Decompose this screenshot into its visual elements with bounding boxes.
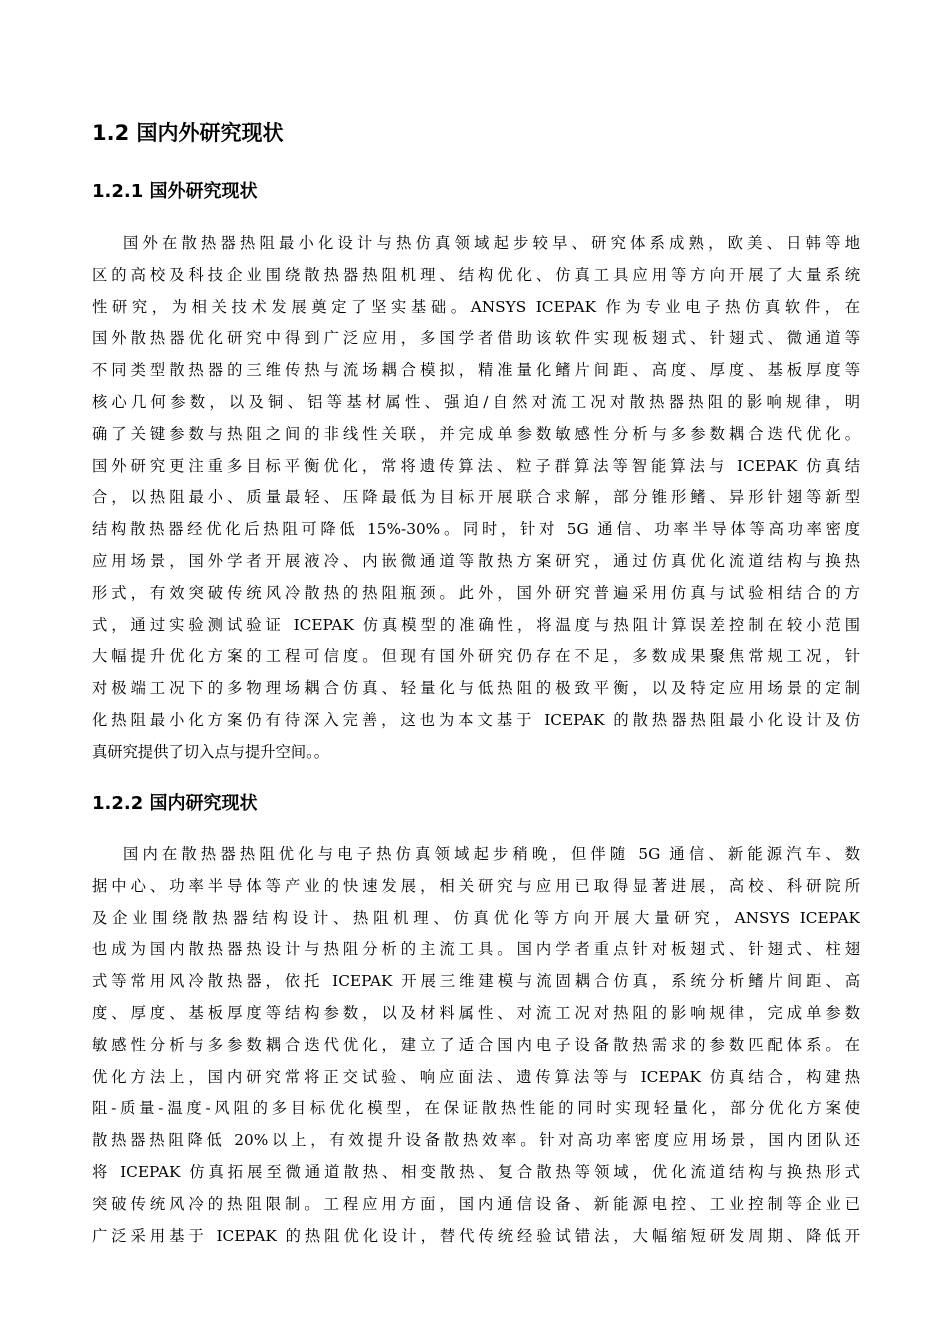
paragraph-line: 优化方法上，国内研究常将正交试验、响应面法、遗传算法等与 ICEPAK 仿真结合，构建热 — [92, 1067, 860, 1086]
paragraph-line: 不同类型散热器的三维传热与流场耦合模拟，精准量化鳍片间距、高度、厚度、基板厚度等 — [92, 361, 860, 380]
paragraph-line: 广泛采用基于 ICEPAK 的热阻优化设计，替代传统经验试错法，大幅缩短研发周期、降低开 — [92, 1226, 860, 1245]
paragraph-line: 阻-质量-温度-风阻的多目标优化模型，在保证散热性能的同时实现轻量化，部分优化方案使 — [92, 1099, 860, 1118]
paragraph-line: 结构散热器经优化后热阻可降低 15%-30%。同时，针对 5G 通信、功率半导体等高功率密度 — [92, 520, 860, 539]
paragraph-line: 国外在散热器热阻最小化设计与热仿真领域起步较早、研究体系成熟，欧美、日韩等地 — [123, 234, 860, 252]
paragraph-line: 大幅提升优化方案的工程可信度。但现有国外研究仍存在不足，多数成果聚焦常规工况，针 — [92, 647, 860, 666]
paragraph-line: 应用场景，国外学者开展液冷、内嵌微通道等散热方案研究，通过仿真优化流道结构与换热 — [92, 551, 860, 570]
paragraph-line: 式等常用风冷散热器，依托 ICEPAK 开展三维建模与流固耦合仿真，系统分析鳍片间距、高 — [92, 972, 860, 991]
paragraph-line: 性研究，为相关技术发展奠定了坚实基础。ANSYS ICEPAK 作为专业电子热仿真软件，在 — [92, 297, 860, 316]
paragraph-line: 真研究提供了切入点与提升空间。。 — [92, 742, 330, 761]
paragraph-line: 区的高校及科技企业围绕散热器热阻机理、结构优化、仿真工具应用等方向开展了大量系统 — [92, 265, 860, 284]
paragraph-line: 敏感性分析与多参数耦合迭代优化，建立了适合国内电子设备散热需求的参数匹配体系。在 — [92, 1035, 860, 1054]
paragraph-line: 突破传统风冷的热阻限制。工程应用方面，国内通信设备、新能源电控、工业控制等企业已 — [92, 1194, 860, 1213]
paragraph-line: 散热器热阻降低 20%以上，有效提升设备散热效率。针对高功率密度应用场景，国内团队还 — [92, 1131, 860, 1150]
paragraph-line: 据中心、功率半导体等产业的快速发展，相关研究与应用已取得显著进展，高校、科研院所 — [92, 876, 860, 895]
paragraph-line: 及企业围绕散热器结构设计、热阻机理、仿真优化等方向开展大量研究，ANSYS ICEPAK — [92, 908, 860, 927]
section-heading: 1.2 国内外研究现状 — [92, 121, 284, 145]
paragraph-line: 合，以热阻最小、质量最轻、压降最低为目标开展联合求解，部分锥形鳍、异形针翅等新型 — [92, 488, 860, 507]
paragraph-line: 将 ICEPAK 仿真拓展至微通道散热、相变散热、复合散热等领域，优化流道结构与换热形式 — [92, 1162, 860, 1181]
paragraph-line: 国内在散热器热阻优化与电子热仿真领域起步稍晚，但伴随 5G 通信、新能源汽车、数 — [123, 845, 860, 863]
paragraph-line: 也成为国内散热器热设计与热阻分析的主流工具。国内学者重点针对板翅式、针翅式、柱翅 — [92, 940, 860, 959]
paragraph-line: 式，通过实验测试验证 ICEPAK 仿真模型的准确性，将温度与热阻计算误差控制在较小范围 — [92, 615, 860, 634]
paragraph-domestic — [92, 839, 860, 1252]
paragraph-line: 对极端工况下的多物理场耦合仿真、轻量化与低热阻的极致平衡，以及特定应用场景的定制 — [92, 679, 860, 698]
subsection-heading-domestic: 1.2.2 国内研究现状 — [92, 793, 258, 814]
paragraph-line: 核心几何参数，以及铜、铝等基材属性、强迫/自然对流工况对散热器热阻的影响规律，明 — [92, 392, 860, 411]
paragraph-line: 国外研究更注重多目标平衡优化，常将遗传算法、粒子群算法等智能算法与 ICEPAK 仿真结 — [92, 456, 860, 475]
paragraph-line: 确了关键参数与热阻之间的非线性关联，并完成单参数敏感性分析与多参数耦合迭代优化。 — [92, 424, 860, 443]
paragraph-line: 化热阻最小化方案仍有待深入完善，这也为本文基于 ICEPAK 的散热器热阻最小化设计及仿 — [92, 710, 860, 729]
paragraph-foreign — [92, 228, 860, 769]
paragraph-line: 度、厚度、基板厚度等结构参数，以及材料属性、对流工况对热阻的影响规律，完成单参数 — [92, 1003, 860, 1022]
paragraph-line: 形式，有效突破传统风冷散热的热阻瓶颈。此外，国外研究普遍采用仿真与试验相结合的方 — [92, 583, 860, 602]
subsection-heading-foreign: 1.2.1 国外研究现状 — [92, 181, 258, 202]
paragraph-line: 国外散热器优化研究中得到广泛应用，多国学者借助该软件实现板翅式、针翅式、微通道等 — [92, 329, 860, 348]
